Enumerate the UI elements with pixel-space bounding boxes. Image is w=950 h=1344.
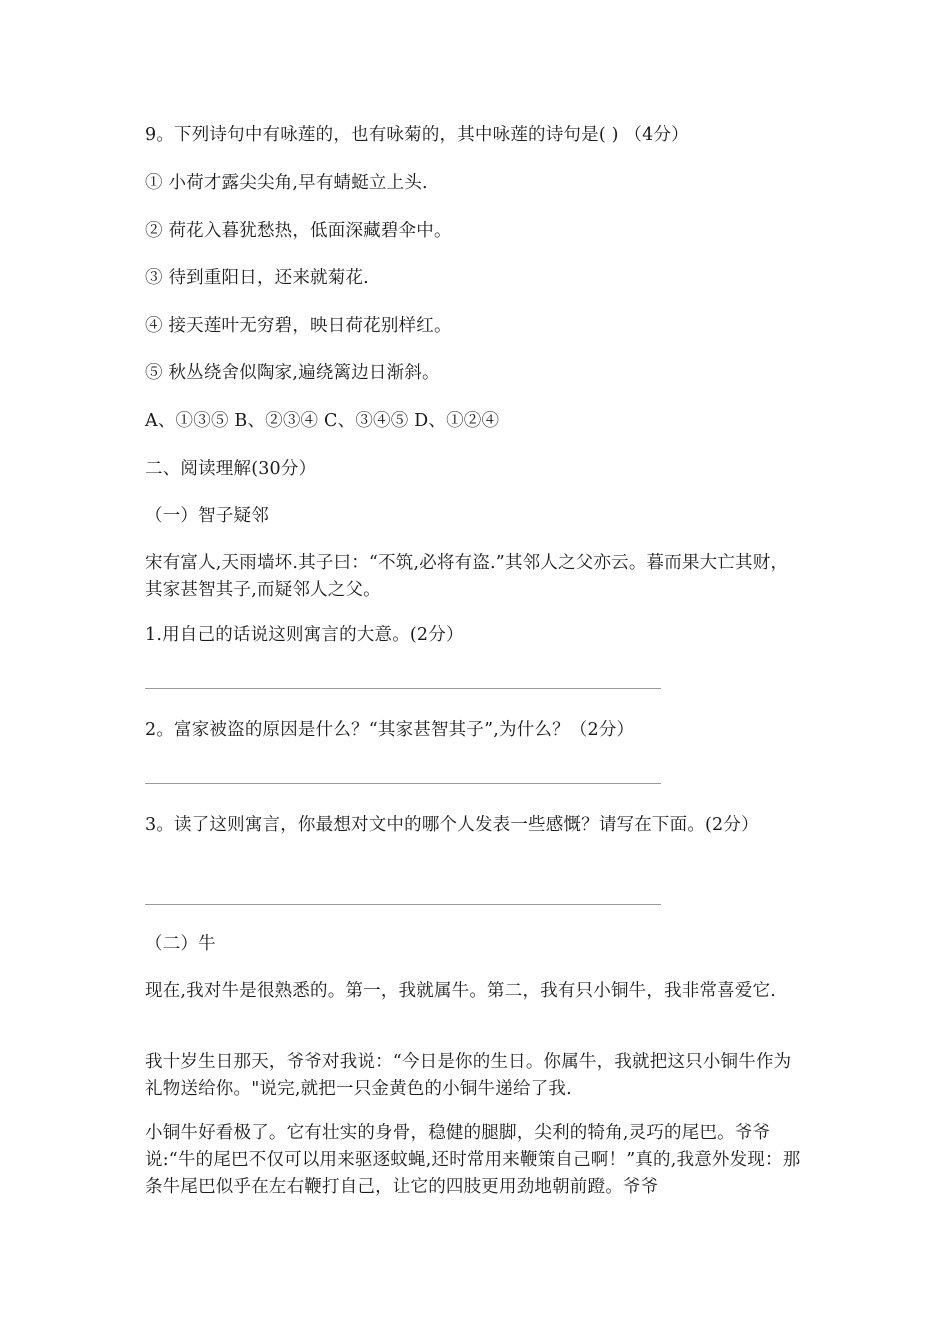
- section-heading: 二、阅读理解(30分）: [145, 459, 317, 479]
- part2-title: （二）牛: [145, 934, 216, 954]
- part1-question-2: 2。富家被盗的原因是什么？“其家甚智其子”,为什么？（2分）: [145, 720, 635, 740]
- answer-line-2: [145, 783, 661, 784]
- option-4: ④ 接天莲叶无穷碧，映日荷花别样红。: [145, 316, 452, 336]
- part1-passage: 宋有富人,天雨墙坏.其子曰：“不筑,必将有盗.”其邻人之父亦云。暮而果大亡其财，其家甚智其子,而疑邻人之父。: [145, 553, 789, 600]
- part1-question-3: 3。读了这则寓言，你最想对文中的哪个人发表一些感慨？请写在下面。(2分）: [145, 815, 759, 835]
- part1-question-1: 1.用自己的话说这则寓言的大意。(2分）: [145, 625, 464, 645]
- part2-paragraph-2: 我十岁生日那天，爷爷对我说：“今日是你的生日。你属牛，我就把这只小铜牛作为礼物送给你。"说完,就把一只金黄色的小铜牛递给了我.: [145, 1052, 792, 1099]
- part1-title: （一）智子疑邻: [145, 506, 269, 526]
- option-2: ② 荷花入暮犹愁热，低面深藏碧伞中。: [145, 221, 452, 241]
- answer-line-3: [145, 904, 661, 905]
- part2-paragraph-1: 现在,我对牛是很熟悉的。第一，我就属牛。第二，我有只小铜牛，我非常喜爱它.: [145, 981, 777, 1001]
- answer-choices: A、①③⑤ B、②③④ C、③④⑤ D、①②④: [145, 411, 500, 431]
- answer-line-1: [145, 688, 661, 689]
- option-1: ① 小荷才露尖尖角,早有蜻蜓立上头.: [145, 173, 428, 193]
- part2-paragraph-3: 小铜牛好看极了。它有壮实的身骨，稳健的腿脚，尖利的犄角,灵巧的尾巴。爷爷说:“牛的尾巴不仅可以用来驱逐蚊蝇,还时常用来鞭策自己啊！”真的,我意外发现：那条牛尾巴似乎在左右鞭打自己，让它的四肢更用劲地朝前蹬。爷爷: [145, 1123, 801, 1197]
- option-3: ③ 待到重阳日，还来就菊花.: [145, 268, 369, 288]
- option-5: ⑤ 秋丛绕舍似陶家,遍绕篱边日渐斜。: [145, 363, 440, 383]
- question-9-stem: 9。下列诗句中有咏莲的，也有咏菊的，其中咏莲的诗句是( ) （4分）: [145, 125, 689, 145]
